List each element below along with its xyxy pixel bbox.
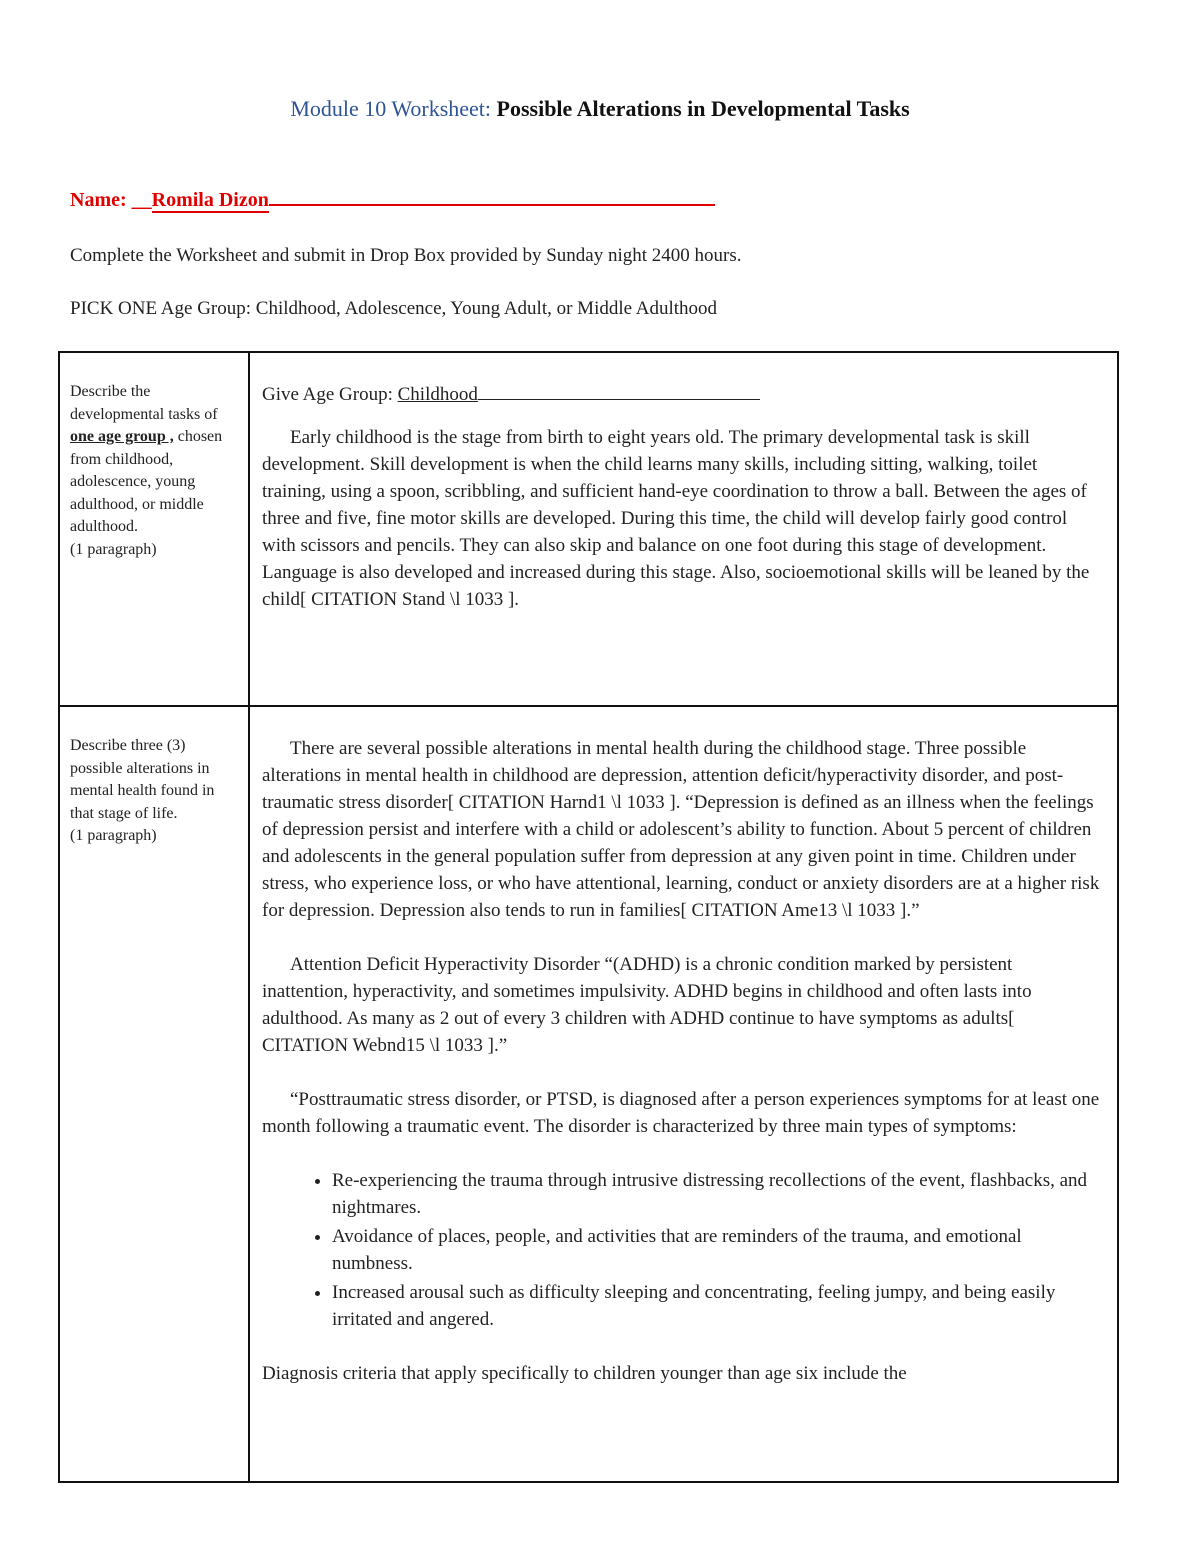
age-group-field[interactable]: [262, 381, 1103, 408]
prompt-text: Describe three (3) possible alterations in mental health found in that stage of life.: [70, 737, 215, 822]
name-label: Name: __: [70, 189, 152, 211]
ptsd-paragraph: “Posttraumatic stress disorder, or PTSD, is diagnosed after a person experiences symptoms for at least one month following a traumatic event. The disorder is characterized by three main types of symptoms:: [262, 1089, 1100, 1137]
worksheet-table: [58, 351, 1119, 1483]
list-item: • Re-experiencing the trauma through intrusive distressing recollections of the event, flashbacks, and nightmares.: [332, 1167, 1103, 1221]
list-item: • Avoidance of places, people, and activities that are reminders of the trauma, and emotional numbness.: [332, 1223, 1103, 1277]
name-field[interactable]: [70, 188, 715, 212]
prompt-emphasis: one age group ,: [70, 428, 174, 445]
table-row: [59, 706, 1118, 1482]
answer-cell-developmental-tasks[interactable]: [249, 352, 1118, 706]
prompt-cell-mental-health: [59, 706, 249, 1482]
list-item: • Increased arousal such as difficulty sleeping and concentrating, feeling jumpy, and being easily irritated and angered.: [332, 1279, 1103, 1333]
depression-paragraph: There are several possible alterations in mental health during the childhood stage. Three possible alterations in mental health in childhood are depression, attention deficit/hyperactivity disorder, and post-traumatic stress disorder[ CITATION Harnd1 \l 1033 ]. “Depression is defined as an illness when the feelings of depression persist and interfere with a child or adolescent’s ability to function. About 5 percent of children and adolescents in the general population suffer from depression at any given point in time. Children under stress, who experience loss, or who have attentional, learning, conduct or anxiety disorders are at a higher risk for depression. Depression also tends to run in families[ CITATION Ame13 \l 1033 ].”: [262, 738, 1100, 921]
prompt-text-cont: chosen from childhood, adolescence, young adulthood, or middle adulthood.: [70, 428, 223, 535]
title-module: Module 10 Worksheet:: [290, 96, 492, 121]
ptsd-symptom-list: [262, 1167, 1103, 1333]
page-title: [0, 96, 1200, 122]
prompt-cell-developmental-tasks: [59, 352, 249, 706]
age-group-underline: [478, 383, 760, 400]
age-group-value[interactable]: Childhood: [397, 384, 478, 405]
table-row: [59, 352, 1118, 706]
adhd-paragraph: Attention Deficit Hyperactivity Disorder “(ADHD) is a chronic condition marked by persistent inattention, hyperactivity, and sometimes impulsivity. ADHD begins in childhood and often lasts into adulthood. As many as 2 out of every 3 children with ADHD continue to have symptoms as adults[ CITATION Webnd15 \l 1033 ].”: [262, 954, 1032, 1056]
title-main: Possible Alterations in Developmental Tasks: [496, 96, 910, 121]
diagnosis-paragraph: Diagnosis criteria that apply specifically to children younger than age six include the: [262, 1363, 907, 1384]
prompt-note: (1 paragraph): [70, 540, 157, 558]
age-group-label: Give Age Group:: [262, 384, 398, 405]
prompt-note: (1 paragraph): [70, 827, 157, 844]
prompt-text: Describe the developmental tasks of: [70, 383, 218, 423]
name-underline: [269, 188, 715, 206]
instruction-submit: Complete the Worksheet and submit in Drop Box provided by Sunday night 2400 hours.: [70, 245, 742, 266]
answer-content: [262, 735, 1103, 1481]
instruction-pick-age-group: PICK ONE Age Group: Childhood, Adolescence, Young Adult, or Middle Adulthood: [70, 298, 718, 319]
developmental-tasks-paragraph: Early childhood is the stage from birth to eight years old. The primary developmental task is skill development. Skill development is when the child learns many skills, including sitting, walking, toilet training, using a spoon, scribbling, and sufficient hand-eye coordination to throw a ball. Between the ages of three and five, fine motor skills are developed. During this time, the child will develop fairly good control with scissors and pencils. They can also skip and balance on one foot during this stage of development. Language is also developed and increased during this stage. Also, socioemotional skills will be leaned by the child[ CITATION Stand \l 1033 ].: [262, 427, 1090, 610]
answer-cell-mental-health[interactable]: [249, 706, 1118, 1482]
name-value[interactable]: Romila Dizon: [151, 189, 269, 211]
